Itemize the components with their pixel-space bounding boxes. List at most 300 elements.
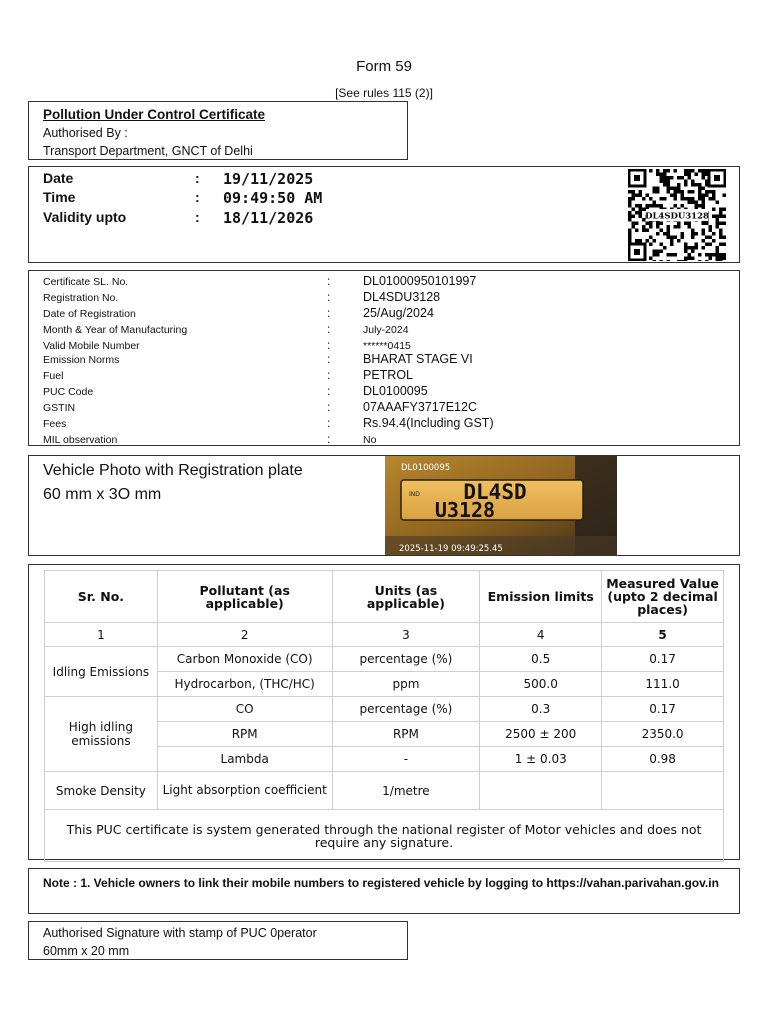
qr-module [628, 190, 632, 194]
validity-value: 18/11/2026 [223, 209, 314, 227]
index-cell: 2 [157, 623, 332, 647]
qr-module [684, 246, 688, 250]
qr-module [628, 229, 632, 233]
qr-module [719, 260, 723, 261]
qr-module [712, 232, 716, 236]
detail-label: Fuel [43, 370, 64, 382]
detail-value: 25/Aug/2024 [363, 306, 434, 320]
signature-label: Authorised Signature with stamp of PUC 0perator [43, 926, 317, 940]
qr-module [642, 208, 646, 212]
detail-row [43, 415, 733, 431]
qr-module [684, 173, 688, 177]
qr-module [684, 260, 688, 261]
colon: : [327, 368, 331, 382]
qr-module [719, 229, 723, 233]
qr-module [653, 260, 657, 261]
qr-module [639, 239, 643, 243]
qr-module [677, 239, 681, 243]
certificate-details-box [28, 270, 740, 446]
qr-module [656, 173, 660, 177]
colon: : [327, 400, 331, 414]
qr-module [660, 222, 664, 226]
qr-module [660, 229, 664, 233]
qr-module [663, 197, 667, 201]
qr-module [684, 197, 688, 201]
qr-module [639, 194, 643, 198]
qr-module [709, 243, 713, 247]
qr-module [684, 243, 688, 247]
qr-module [688, 225, 692, 229]
qr-module [681, 176, 685, 180]
vehicle-photo-box [28, 455, 740, 556]
qr-module [702, 187, 706, 191]
qr-module [653, 250, 657, 254]
qr-module [723, 243, 727, 247]
table-row [45, 647, 724, 672]
qr-module [709, 197, 713, 201]
limit-cell [480, 772, 602, 810]
qr-module [663, 183, 667, 187]
limit-cell: 0.3 [480, 697, 602, 722]
qr-module [702, 173, 706, 177]
qr-module [688, 201, 692, 205]
qr-module [667, 236, 671, 240]
qr-module [628, 232, 632, 236]
unit-cell: percentage (%) [332, 647, 480, 672]
qr-module [649, 204, 653, 208]
detail-value: DL0100095 [363, 384, 428, 398]
qr-module [646, 229, 650, 233]
group-idling-emissions: Idling Emissions [45, 647, 158, 697]
qr-module [660, 260, 664, 261]
qr-module [632, 190, 636, 194]
qr-module [677, 183, 681, 187]
qr-module [688, 253, 692, 257]
unit-cell: ppm [332, 672, 480, 697]
qr-module [639, 208, 643, 212]
qr-module [702, 246, 706, 250]
qr-module [656, 232, 660, 236]
qr-module [653, 187, 657, 191]
qr-module [660, 176, 664, 180]
detail-value: PETROL [363, 368, 414, 382]
qr-module [628, 197, 632, 201]
qr-module [649, 257, 653, 261]
qr-module [716, 257, 720, 261]
qr-module [698, 190, 702, 194]
qr-module [663, 180, 667, 184]
qr-module [691, 197, 695, 201]
header-sr-no: Sr. No. [45, 571, 158, 623]
qr-module [674, 197, 678, 201]
detail-row [43, 383, 733, 399]
qr-module [660, 197, 664, 201]
rules-reference: [See rules 115 (2)] [335, 86, 433, 100]
authority-box [28, 101, 408, 160]
table-row [45, 772, 724, 810]
qr-module [639, 215, 643, 219]
header-emission-limits: Emission limits [480, 571, 602, 623]
qr-module [702, 232, 706, 236]
qr-module [691, 236, 695, 240]
qr-module [709, 253, 713, 257]
qr-module [712, 190, 716, 194]
pollutant-cell: RPM [157, 722, 332, 747]
pollutant-cell: Lambda [157, 747, 332, 772]
detail-value: No [363, 434, 377, 446]
qr-module [667, 260, 671, 261]
qr-module [681, 194, 685, 198]
qr-module [681, 204, 685, 208]
qr-module [628, 211, 632, 215]
colon: : [327, 352, 331, 366]
qr-module [663, 173, 667, 177]
detail-row [43, 431, 733, 447]
system-note-row [45, 810, 724, 862]
detail-row [43, 399, 733, 415]
qr-module [649, 243, 653, 247]
qr-module [667, 190, 671, 194]
detail-row [43, 305, 733, 321]
detail-label: GSTIN [43, 402, 76, 414]
qr-module [712, 194, 716, 198]
qr-code-icon [628, 169, 726, 261]
qr-module [635, 204, 639, 208]
qr-module [635, 211, 639, 215]
qr-module [635, 222, 639, 226]
qr-module [702, 194, 706, 198]
qr-module [695, 246, 699, 250]
qr-module [698, 204, 702, 208]
qr-module [705, 194, 709, 198]
qr-module [628, 218, 632, 222]
detail-row [43, 289, 733, 305]
qr-module [691, 190, 695, 194]
qr-module [723, 208, 727, 212]
qr-module [670, 236, 674, 240]
qr-module [653, 201, 657, 205]
qr-module [705, 243, 709, 247]
qr-module [632, 208, 636, 212]
qr-module [674, 236, 678, 240]
qr-module [716, 222, 720, 226]
qr-module [674, 253, 678, 257]
qr-module [628, 239, 632, 243]
detail-row [43, 351, 733, 367]
detail-value: ******0415 [363, 340, 411, 352]
detail-label: Month & Year of Manufacturing [43, 324, 188, 336]
qr-module [702, 222, 706, 226]
qr-module [712, 215, 716, 219]
time-label: Time [43, 189, 76, 205]
qr-module [719, 215, 723, 219]
qr-module [632, 222, 636, 226]
measured-cell: 0.98 [602, 747, 724, 772]
qr-module [635, 239, 639, 243]
index-cell: 1 [45, 623, 158, 647]
qr-module [649, 236, 653, 240]
qr-module [705, 236, 709, 240]
qr-module [691, 180, 695, 184]
date-validity-box [28, 166, 740, 263]
qr-module [723, 236, 727, 240]
qr-module [656, 204, 660, 208]
pollutant-cell: Carbon Monoxide (CO) [157, 647, 332, 672]
qr-module [709, 190, 713, 194]
qr-module [660, 180, 664, 184]
signature-size: 60mm x 20 mm [43, 944, 130, 958]
qr-module [712, 239, 716, 243]
qr-module [667, 232, 671, 236]
qr-module [684, 222, 688, 226]
qr-module [667, 229, 671, 233]
department-name: Transport Department, GNCT of Delhi [43, 144, 253, 158]
table-row [45, 697, 724, 722]
qr-module [723, 253, 727, 257]
emission-results-box [28, 564, 740, 860]
qr-module [656, 225, 660, 229]
qr-module [719, 253, 723, 257]
qr-module [702, 176, 706, 180]
qr-module [628, 215, 632, 219]
qr-module [712, 253, 716, 257]
qr-module [719, 208, 723, 212]
qr-module [677, 190, 681, 194]
qr-module [695, 183, 699, 187]
photo-timestamp: 2025-11-19 09:49:25.45 [399, 544, 503, 554]
qr-module [716, 250, 720, 254]
qr-module [646, 194, 650, 198]
qr-module [667, 187, 671, 191]
colon: : [195, 209, 200, 225]
qr-module [628, 204, 632, 208]
qr-module [670, 187, 674, 191]
qr-module [656, 253, 660, 257]
vahan-note: Note : 1. Vehicle owners to link their mobile numbers to registered vehicle by logging to https://vahan.parivahan.gov.in [43, 876, 719, 890]
qr-module [698, 197, 702, 201]
qr-module [691, 183, 695, 187]
qr-module [677, 176, 681, 180]
qr-module [674, 187, 678, 191]
qr-module [663, 246, 667, 250]
index-cell: 4 [480, 623, 602, 647]
vehicle-photo [385, 456, 617, 555]
qr-module [670, 176, 674, 180]
unit-cell: 1/metre [332, 772, 480, 810]
table-index-row [45, 623, 724, 647]
qr-module [702, 239, 706, 243]
qr-module [716, 246, 720, 250]
signature-box [28, 921, 408, 960]
qr-module [649, 222, 653, 226]
qr-module [635, 194, 639, 198]
qr-module [719, 236, 723, 240]
qr-module [688, 176, 692, 180]
qr-module [667, 253, 671, 257]
detail-label: Emission Norms [43, 354, 120, 366]
qr-module [688, 190, 692, 194]
note-box [28, 868, 740, 914]
qr-module [681, 260, 685, 261]
qr-module [723, 215, 727, 219]
vehicle-plate-image [385, 456, 617, 555]
qr-module [674, 169, 678, 173]
qr-module [719, 257, 723, 261]
qr-module [688, 246, 692, 250]
pollutant-cell: Hydrocarbon, (THC/HC) [157, 672, 332, 697]
qr-module [723, 222, 727, 226]
detail-label: Certificate SL. No. [43, 276, 129, 288]
qr-module [670, 194, 674, 198]
qr-module [705, 253, 709, 257]
detail-row [43, 273, 733, 289]
header-units: Units (as applicable) [332, 571, 480, 623]
qr-module [702, 197, 706, 201]
qr-module [688, 173, 692, 177]
qr-module [653, 204, 657, 208]
qr-module [632, 194, 636, 198]
qr-module [660, 204, 664, 208]
qr-module [649, 225, 653, 229]
qr-module [628, 201, 632, 205]
qr-module [688, 257, 692, 261]
header-measured-value: Measured Value (upto 2 decimal places) [602, 571, 724, 623]
emission-table [44, 570, 724, 862]
qr-module [681, 190, 685, 194]
colon: : [327, 384, 331, 398]
qr-module [681, 236, 685, 240]
qr-module [698, 260, 702, 261]
colon: : [327, 322, 331, 336]
unit-cell: percentage (%) [332, 697, 480, 722]
qr-module [698, 169, 702, 173]
qr-module [642, 197, 646, 201]
qr-module [684, 250, 688, 254]
qr-module [709, 257, 713, 261]
index-cell: 3 [332, 623, 480, 647]
qr-module [674, 190, 678, 194]
group-high-idling-emissions: High idling emissions [45, 697, 158, 772]
qr-module [649, 197, 653, 201]
detail-row [43, 367, 733, 383]
colon: : [327, 306, 331, 320]
qr-module [688, 169, 692, 173]
qr-module [705, 190, 709, 194]
qr-module [691, 232, 695, 236]
qr-module [646, 222, 650, 226]
qr-module [691, 250, 695, 254]
qr-module [702, 201, 706, 205]
qr-module [670, 243, 674, 247]
group-smoke-density: Smoke Density [45, 772, 158, 810]
qr-module [656, 169, 660, 173]
qr-module [667, 176, 671, 180]
detail-value: BHARAT STAGE VI [363, 352, 473, 366]
date-label: Date [43, 170, 74, 186]
plate-prefix: IND [409, 491, 420, 498]
qr-module [688, 197, 692, 201]
qr-module [649, 169, 653, 173]
qr-module [656, 222, 660, 226]
qr-module [639, 204, 643, 208]
plate-line1: DL4SD [463, 480, 527, 504]
limit-cell: 2500 ± 200 [480, 722, 602, 747]
qr-module [656, 187, 660, 191]
qr-module [705, 222, 709, 226]
pollutant-cell: Light absorption coefficient [157, 772, 332, 810]
qr-module [702, 204, 706, 208]
qr-module [660, 250, 664, 254]
qr-module [674, 225, 678, 229]
qr-module [681, 232, 685, 236]
qr-module [691, 246, 695, 250]
qr-module [684, 169, 688, 173]
qr-module [653, 190, 657, 194]
qr-module [663, 169, 667, 173]
qr-module [691, 257, 695, 261]
qr-module [723, 194, 727, 198]
qr-module [716, 225, 720, 229]
qr-module [681, 197, 685, 201]
qr-module [698, 253, 702, 257]
qr-module [667, 183, 671, 187]
qr-module [719, 211, 723, 215]
qr-module [712, 208, 716, 212]
colon: : [195, 189, 200, 205]
qr-module [667, 169, 671, 173]
qr-module [667, 225, 671, 229]
qr-module [702, 169, 706, 173]
measured-cell: 0.17 [602, 697, 724, 722]
detail-value: DL01000950101997 [363, 274, 477, 288]
qr-module [709, 229, 713, 233]
qr-module [660, 243, 664, 247]
qr-module [716, 201, 720, 205]
qr-module [716, 218, 720, 222]
qr-module [677, 187, 681, 191]
qr-module [667, 180, 671, 184]
qr-module [677, 225, 681, 229]
qr-module [712, 197, 716, 201]
qr-module [688, 222, 692, 226]
detail-label: Fees [43, 418, 67, 430]
qr-module [709, 236, 713, 240]
qr-module [653, 239, 657, 243]
detail-row [43, 321, 733, 337]
qr-module [632, 197, 636, 201]
qr-module [698, 187, 702, 191]
measured-cell: 111.0 [602, 672, 724, 697]
colon: : [195, 170, 200, 186]
qr-module [684, 183, 688, 187]
time-value: 09:49:50 AM [223, 189, 323, 207]
limit-cell: 0.5 [480, 647, 602, 672]
qr-module [639, 211, 643, 215]
plate-line2: U3128 [434, 498, 496, 522]
qr-module [719, 222, 723, 226]
qr-module [656, 190, 660, 194]
qr-module [663, 232, 667, 236]
qr-module [674, 194, 678, 198]
qr-module [632, 225, 636, 229]
qr-module [691, 229, 695, 233]
qr-module [670, 253, 674, 257]
detail-value: July-2024 [363, 324, 409, 336]
qr-module [653, 253, 657, 257]
qr-module [719, 243, 723, 247]
qr-module [716, 253, 720, 257]
qr-module [695, 232, 699, 236]
